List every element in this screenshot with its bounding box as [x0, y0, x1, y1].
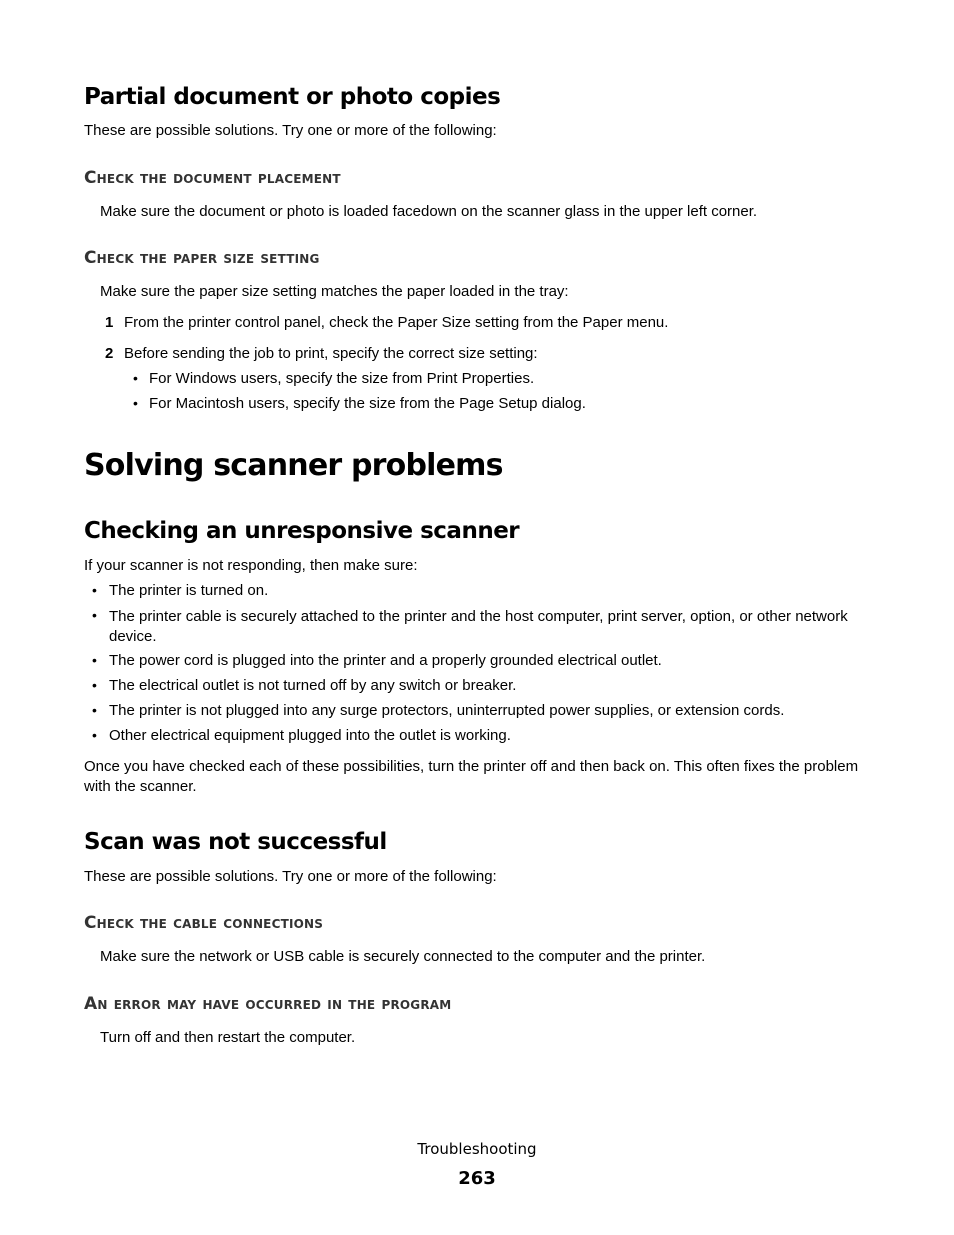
step-number: 1 [105, 314, 114, 331]
list-item: The printer is not plugged into any surge protectors, uninterrupted power supplies, or extension cords. [109, 702, 785, 719]
section-heading-scan-not-successful: Scan was not successful [84, 829, 387, 855]
bullet-icon: • [92, 727, 97, 743]
paragraph: Turn off and then restart the computer. [100, 1029, 356, 1046]
list-item: The power cord is plugged into the printer and a properly grounded electrical outlet. [109, 652, 662, 669]
list-item: The printer cable is securely attached to the printer and the host computer, print server, option, or other network device. [109, 608, 848, 645]
step-text: From the printer control panel, check the Paper Size setting from the Paper menu. [124, 314, 669, 331]
list-item: The electrical outlet is not turned off by any switch or breaker. [109, 677, 517, 694]
list-item: For Macintosh users, specify the size from the Page Setup dialog. [149, 395, 586, 412]
list-item: For Windows users, specify the size from Print Properties. [149, 370, 535, 387]
footer-label: Troubleshooting [417, 1140, 537, 1158]
bullet-icon: • [92, 652, 97, 668]
list-item: The printer is turned on. [109, 582, 269, 599]
bullet-icon: • [92, 582, 97, 598]
section-intro: If your scanner is not responding, then make sure: [84, 557, 418, 574]
step-text: Before sending the job to print, specify the correct size setting: [124, 345, 538, 362]
list-item: Other electrical equipment plugged into the outlet is working. [109, 727, 511, 744]
bullet-icon: • [133, 395, 138, 411]
paragraph: Make sure the document or photo is loaded facedown on the scanner glass in the upper left corner. [100, 203, 758, 220]
paragraph: Make sure the paper size setting matches the paper loaded in the tray: [100, 283, 569, 300]
paragraph: Make sure the network or USB cable is securely connected to the computer and the printer. [100, 948, 706, 965]
subheading-cable-connections: Check the cable connections [84, 913, 324, 933]
step-number: 2 [105, 345, 114, 362]
paragraph: Once you have checked each of these possibilities, turn the printer off and then back on. This often fixes the problem with the scanner. [84, 758, 859, 795]
subheading-document-placement: Check the document placement [84, 168, 341, 188]
section-intro: These are possible solutions. Try one or more of the following: [84, 122, 497, 139]
subheading-program-error: An error may have occurred in the program [84, 994, 452, 1014]
page-number: 263 [458, 1168, 496, 1189]
bullet-icon: • [92, 607, 97, 623]
chapter-heading-solving-scanner: Solving scanner problems [84, 448, 503, 483]
bullet-icon: • [133, 370, 138, 386]
subheading-paper-size: Check the paper size setting [84, 248, 320, 268]
bullet-icon: • [92, 702, 97, 718]
bullet-icon: • [92, 677, 97, 693]
section-heading-unresponsive-scanner: Checking an unresponsive scanner [84, 518, 520, 544]
section-intro: These are possible solutions. Try one or more of the following: [84, 868, 497, 885]
section-heading-partial-copies: Partial document or photo copies [84, 84, 501, 110]
